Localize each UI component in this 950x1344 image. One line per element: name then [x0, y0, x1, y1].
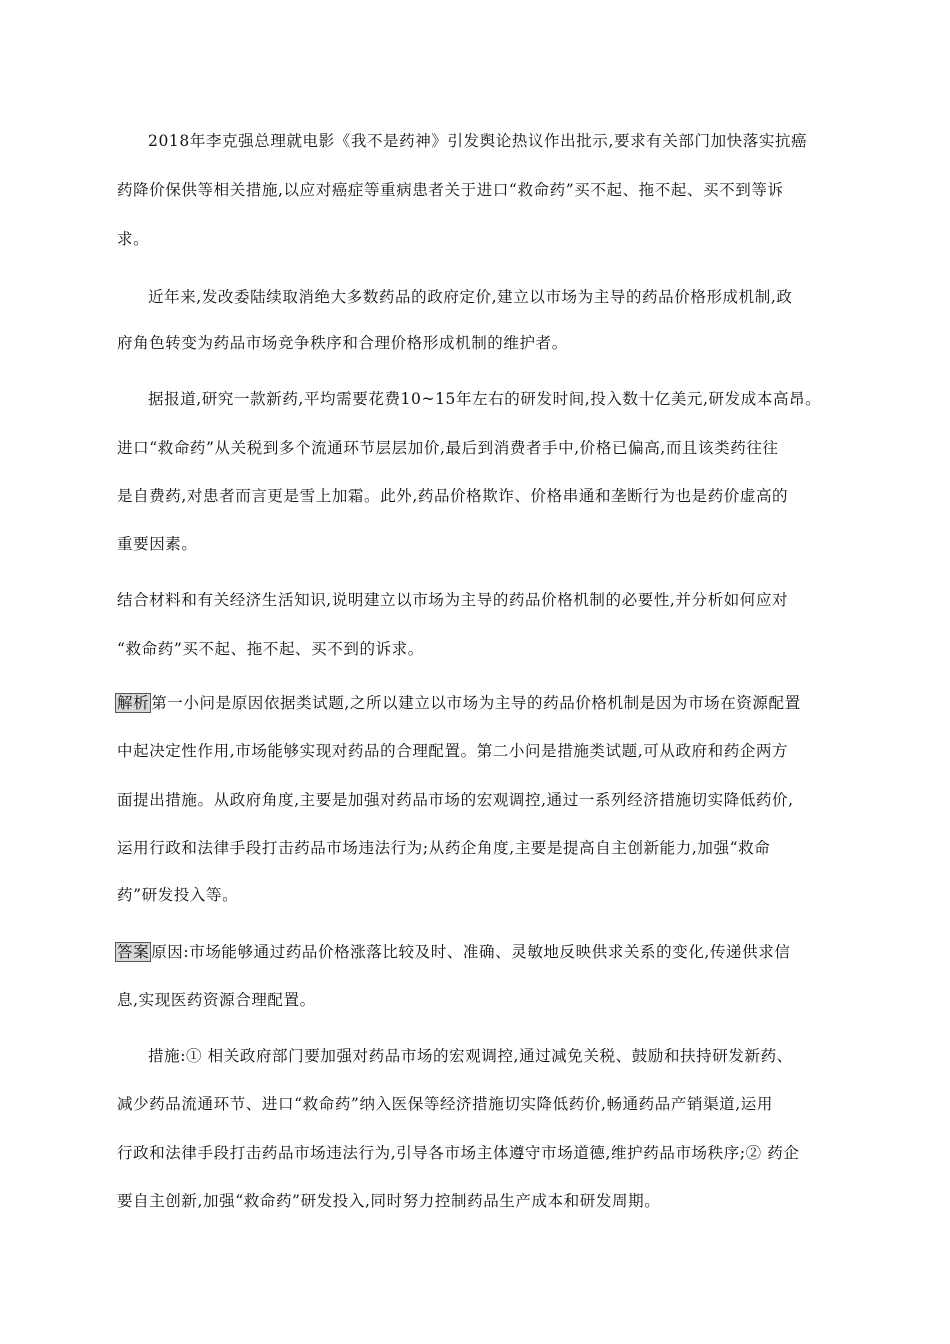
text-line: 息,实现医药资源合理配置。	[117, 991, 316, 1009]
analysis-tag: 解析	[117, 694, 150, 712]
text-line: 据报道,研究一款新药,平均需要花费10~15年左右的研发时间,投入数十亿美元,研发成本高昂。	[148, 390, 822, 408]
text-line: 运用行政和法律手段打击药品市场违法行为;从药企角度,主要是提高自主创新能力,加强“救命	[117, 839, 771, 857]
text-line: 近年来,发改委陆续取消绝大多数药品的政府定价,建立以市场为主导的药品价格形成机制,政	[148, 288, 793, 306]
text-line: 措施:① 相关政府部门要加强对药品市场的宏观调控,通过减免关税、鼓励和扶持研发新药、	[148, 1047, 793, 1065]
text-line: 要自主创新,加强“救命药”研发投入,同时努力控制药品生产成本和研发周期。	[117, 1192, 661, 1210]
text-line: 药降价保供等相关措施,以应对癌症等重病患者关于进口“救命药”买不起、拖不起、买不到等诉	[117, 181, 784, 199]
text-line	[115, 693, 801, 713]
text-line: 减少药品流通环节、进口“救命药”纳入医保等经济措施切实降低药价,畅通药品产销渠道,运用	[117, 1095, 774, 1113]
text-line	[115, 942, 790, 962]
text-line: 行政和法律手段打击药品市场违法行为,引导各市场主体遵守市场道德,维护药品市场秩序;② 药企	[117, 1144, 800, 1162]
text-line: 结合材料和有关经济生活知识,说明建立以市场为主导的药品价格机制的必要性,并分析如何应对	[117, 591, 789, 609]
text-line: 2018年李克强总理就电影《我不是药神》引发舆论热议作出批示,要求有关部门加快落实抗癌	[148, 132, 808, 150]
text-line: 求。	[117, 230, 150, 248]
text-line: 药”研发投入等。	[117, 886, 239, 904]
text-line: 府角色转变为药品市场竞争秩序和合理价格形成机制的维护者。	[117, 334, 568, 352]
text-line: 重要因素。	[117, 535, 198, 553]
analysis-text: 第一小问是原因依据类试题,之所以建立以市场为主导的药品价格机制是因为市场在资源配置	[151, 694, 801, 712]
text-line: “救命药”买不起、拖不起、买不到的诉求。	[117, 640, 424, 658]
text-line: 中起决定性作用,市场能够实现对药品的合理配置。第二小问是措施类试题,可从政府和药企两方	[117, 742, 789, 760]
text-line: 面提出措施。从政府角度,主要是加强对药品市场的宏观调控,通过一系列经济措施切实降低药价,	[117, 791, 794, 809]
text-line: 进口“救命药”从关税到多个流通环节层层加价,最后到消费者手中,价格已偏高,而且该类药往往	[117, 439, 779, 457]
answer-tag: 答案	[117, 943, 150, 961]
text-line: 是自费药,对患者而言更是雪上加霜。此外,药品价格欺诈、价格串通和垄断行为也是药价虚高的	[117, 487, 789, 505]
answer-text: 原因:市场能够通过药品价格涨落比较及时、准确、灵敏地反映供求关系的变化,传递供求信	[151, 943, 791, 961]
